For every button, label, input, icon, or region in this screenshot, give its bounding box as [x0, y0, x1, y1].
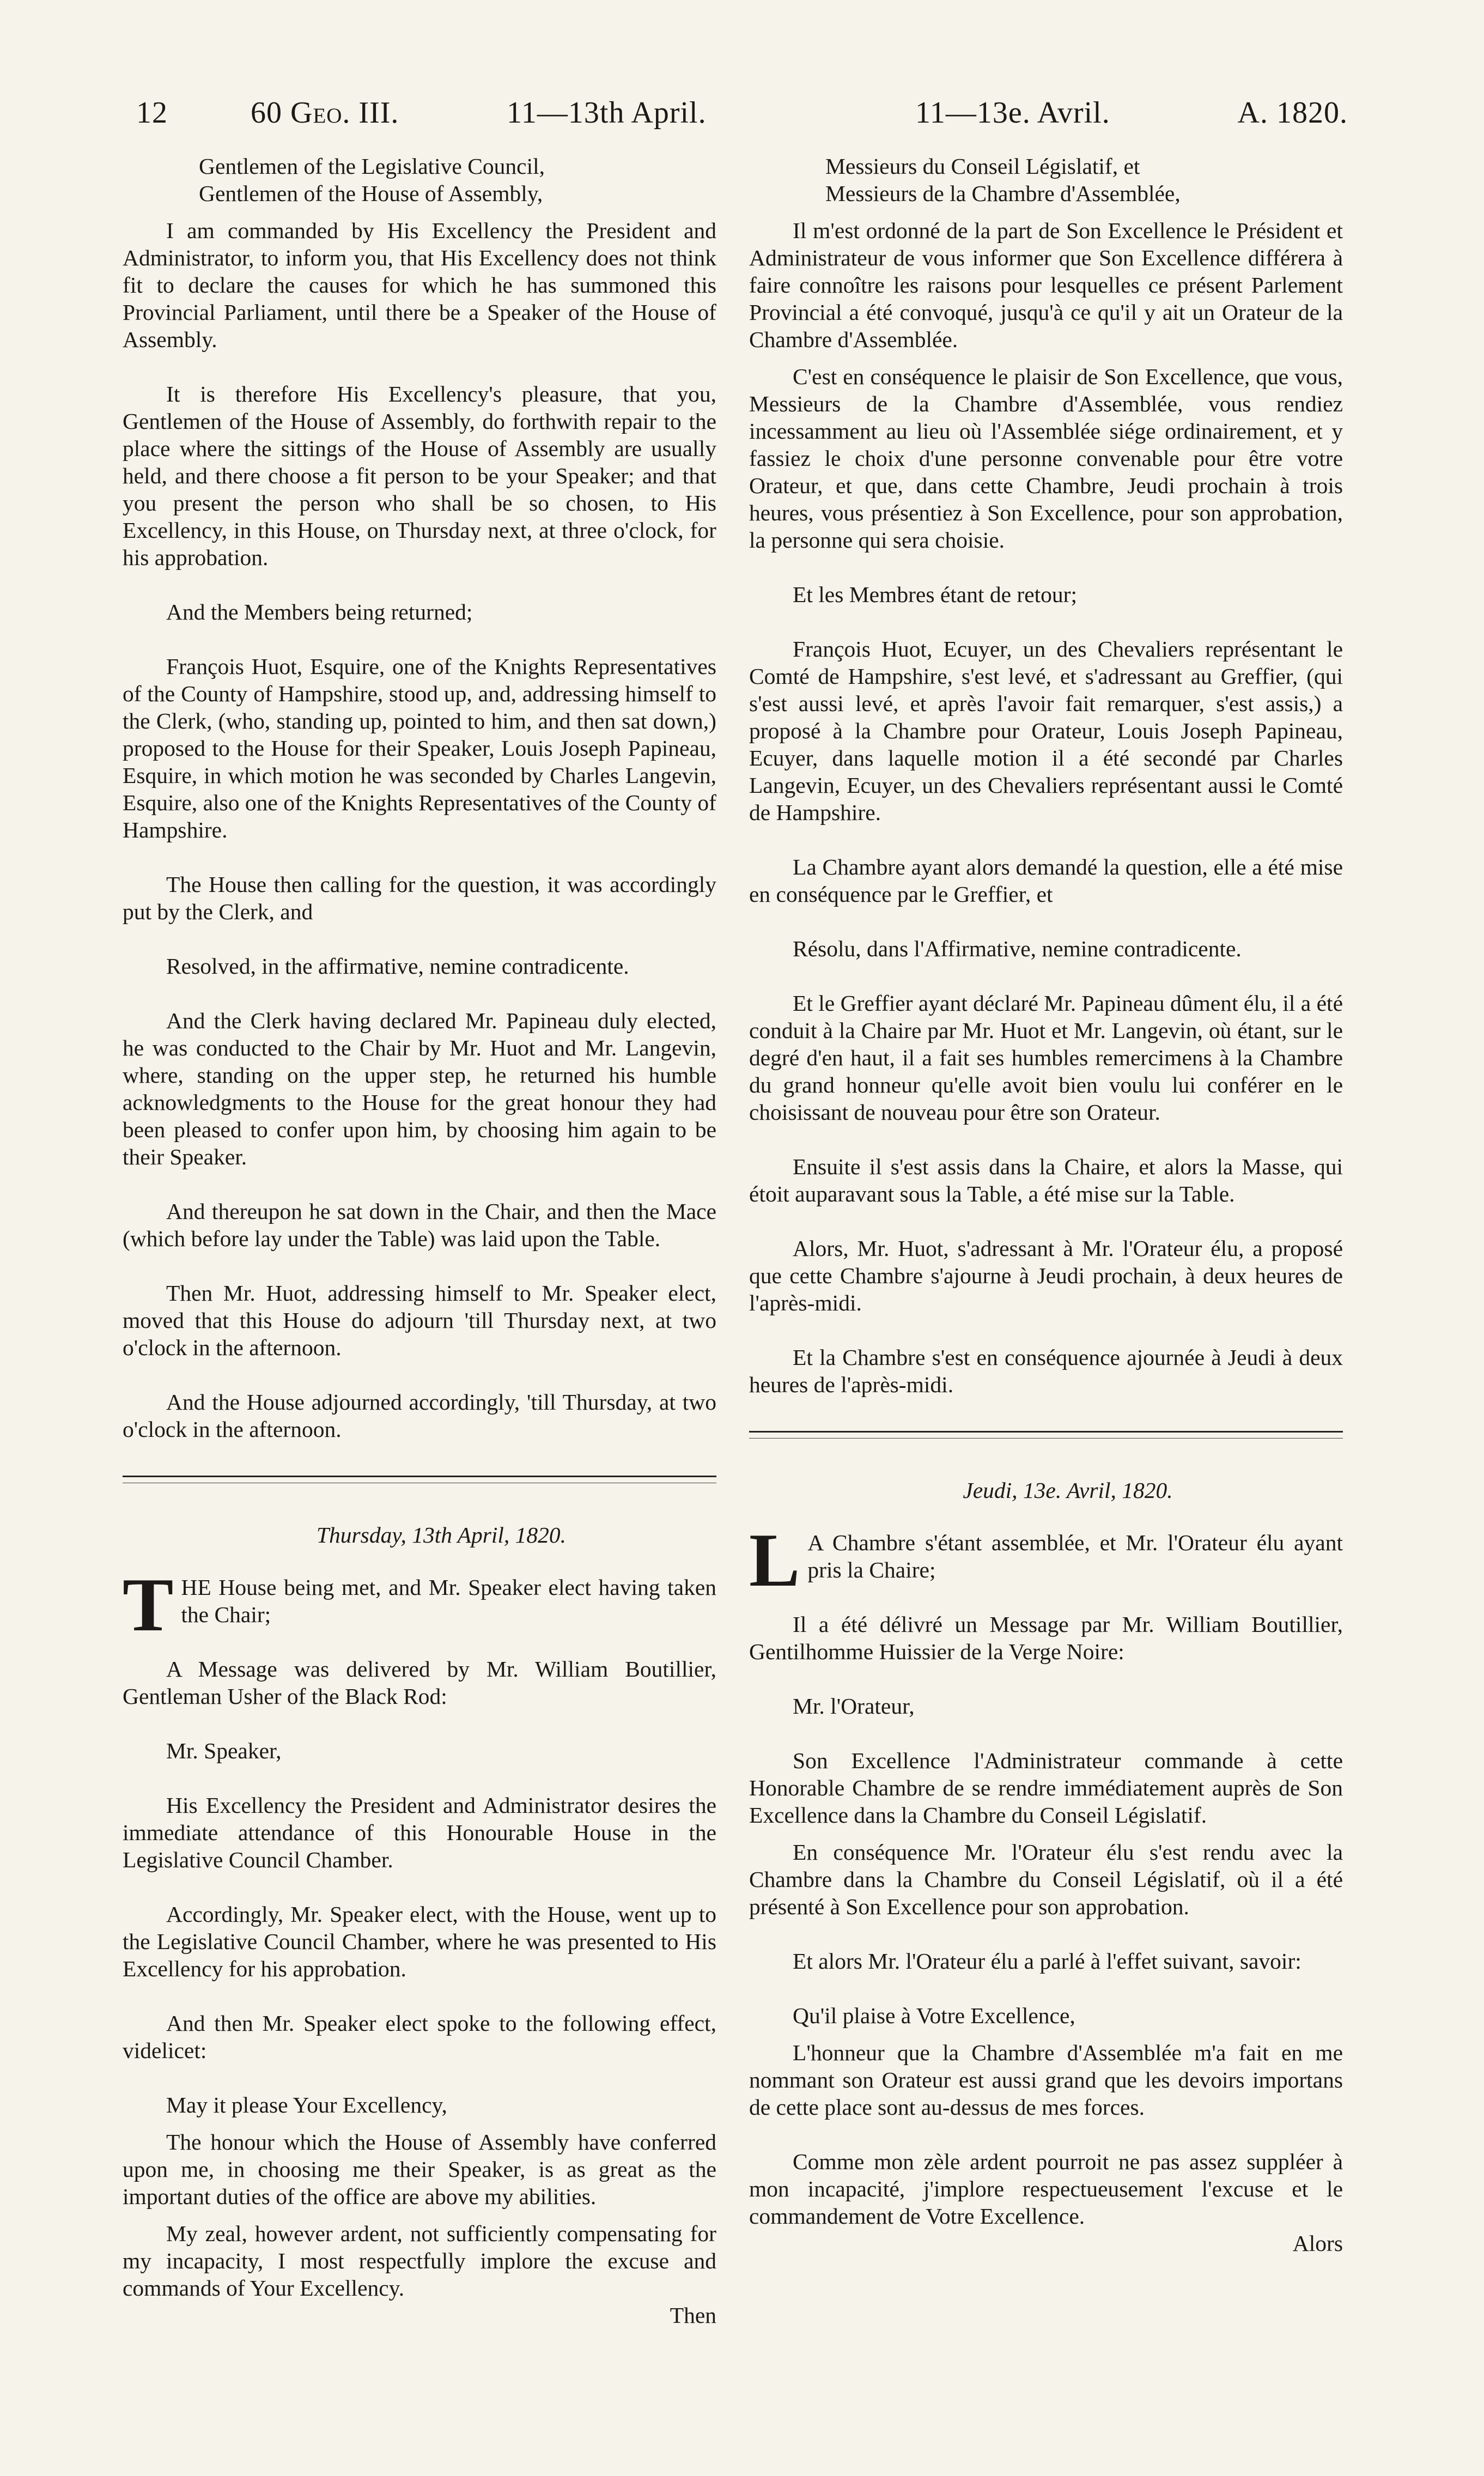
- paragraph: And then Mr. Speaker elect spoke to the following effect, videlicet:: [123, 2011, 716, 2063]
- section-divider: [749, 1431, 1343, 1439]
- paragraph: L'honneur que la Chambre d'Assemblée m'a fait en me nommant son Orateur est aussi grand que les devoirs importans de cette place sont au-dessus de mes forces.: [749, 2040, 1343, 2120]
- paragraph: His Excellency the President and Administrator desires the immediate attendance of this Honourable House in the Legislative Council Chamber.: [123, 1793, 716, 1872]
- paragraph: Il m'est ordonné de la part de Son Excellence le Président et Administrateur de vous informer que Son Excellence différera à faire connoître les raisons pour lesquelles ce présent Parlement Provincial a été convoqué, jusqu'à ce qu'il y ait un Orateur de la Chambre d'Assemblée.: [749, 218, 1343, 352]
- header-date-english: 11—13th April.: [507, 96, 707, 130]
- paragraph: François Huot, Ecuyer, un des Chevaliers représentant le Comté de Hampshire, s'est levé, et s'adressant au Greffier, (qui s'est aussi levé, et après l'avoir fait remarquer, s'est assis,) a proposé à la Chambre pour Orateur, Louis Joseph Papineau, Ecuyer, dans laquelle motion il a été secondé par Charles Langevin, Ecuyer, un des Chevaliers représentant aussi le Comté de Hampshire.: [749, 636, 1343, 825]
- french-column: [749, 153, 1343, 2257]
- paragraph: It is therefore His Excellency's pleasure, that you, Gentlemen of the House of Assembly, do forthwith repair to the place where the sittings of the House of Assembly are usually held, and there choose a fit person to be your Speaker; and that you present the person who shall be so chosen, to His Excellency, in this House, on Thursday next, at three o'clock, for his approbation.: [123, 381, 716, 570]
- paragraph: Then Mr. Huot, addressing himself to Mr. Speaker elect, moved that this House do adjourn 'till Thursday next, at two o'clock in the afternoon.: [123, 1281, 716, 1360]
- catchword: Then: [670, 2303, 716, 2328]
- header-anno: A. 1820.: [1237, 96, 1348, 130]
- paragraph: Il a été délivré un Message par Mr. William Boutillier, Gentilhomme Huissier de la Verge Noire:: [749, 1612, 1343, 1664]
- salutation-assembly: Messieurs de la Chambre d'Assemblée,: [825, 181, 1181, 206]
- paragraph: Et la Chambre s'est en conséquence ajournée à Jeudi à deux heures de l'après-midi.: [749, 1345, 1343, 1397]
- drop-cap: L: [749, 1518, 800, 1603]
- opening-paragraph: [749, 1518, 1343, 1603]
- paragraph: And the Members being returned;: [166, 599, 473, 624]
- salutation-assembly: Gentlemen of the House of Assembly,: [199, 181, 543, 206]
- opening-text: A Chambre s'étant assemblée, et Mr. l'Orateur élu ayant pris la Chaire;: [807, 1530, 1343, 1582]
- section-date: Thursday, 13th April, 1820.: [316, 1522, 567, 1548]
- page-number: 12: [136, 96, 168, 130]
- paragraph: Ensuite il s'est assis dans la Chaire, et alors la Masse, qui étoit auparavant sous la Table, a été mise sur la Table.: [749, 1154, 1343, 1206]
- section-date: Jeudi, 13e. Avril, 1820.: [963, 1478, 1173, 1503]
- resolution: Résolu, dans l'Affirmative, nemine contradicente.: [793, 936, 1242, 961]
- regnal-year: 60 Geo. III.: [251, 96, 399, 130]
- salutation-council: Gentlemen of the Legislative Council,: [199, 154, 545, 179]
- catchword: Alors: [1292, 2231, 1343, 2256]
- paragraph: And the Clerk having declared Mr. Papineau duly elected, he was conducted to the Chair by Mr. Huot and Mr. Langevin, where, standing on the upper step, he returned his humble acknowledgments to the House for the great honour they had been pleased to confer upon him, by choosing him again to be their Speaker.: [123, 1008, 716, 1169]
- paragraph: Accordingly, Mr. Speaker elect, with the House, went up to the Legislative Council Chamber, where he was presented to His Excellency for his approbation.: [123, 1902, 716, 1981]
- address: Mr. l'Orateur,: [793, 1694, 915, 1719]
- header-date-french: 11—13e. Avril.: [915, 96, 1110, 130]
- section-divider: [123, 1476, 716, 1483]
- paragraph: Et alors Mr. l'Orateur élu a parlé à l'effet suivant, savoir:: [793, 1949, 1301, 1974]
- english-column: [123, 153, 716, 2329]
- paragraph: C'est en conséquence le plaisir de Son Excellence, que vous, Messieurs de la Chambre d'Assemblée, vous rendiez incessamment au lieu où l'Assemblée siége ordinairement, et y fassiez le choix d'une personne convenable pour être votre Orateur, et que, dans cette Chambre, Jeudi prochain à trois heures, vous présentiez à Son Excellence, pour son approbation, la personne qui sera choisie.: [749, 364, 1343, 553]
- paragraph: The House then calling for the question, it was accordingly put by the Clerk, and: [123, 872, 716, 924]
- paragraph: The honour which the House of Assembly have conferred upon me, in choosing me their Speaker, is as great as the important duties of the office are above my abilities.: [123, 2129, 716, 2209]
- paragraph: La Chambre ayant alors demandé la question, elle a été mise en conséquence par le Greffier, et: [749, 854, 1343, 907]
- address: Mr. Speaker,: [166, 1738, 282, 1763]
- paragraph: François Huot, Esquire, one of the Knights Representatives of the County of Hampshire, stood up, and, addressing himself to the Clerk, (who, standing up, pointed to him, and then sat down,) proposed to the House for their Speaker, Louis Joseph Papineau, Esquire, in which motion he was seconded by Charles Langevin, Esquire, also one of the Knights Representatives of the County of Hampshire.: [123, 654, 716, 842]
- address: Qu'il plaise à Votre Excellence,: [793, 2003, 1075, 2028]
- paragraph: A Message was delivered by Mr. William Boutillier, Gentleman Usher of the Black Rod:: [123, 1656, 716, 1709]
- paragraph: And thereupon he sat down in the Chair, and then the Mace (which before lay under the Table) was laid upon the Table.: [123, 1199, 716, 1251]
- running-header: [136, 95, 1348, 144]
- paragraph: Alors, Mr. Huot, s'adressant à Mr. l'Orateur élu, a proposé que cette Chambre s'ajourne à Jeudi prochain, à deux heures de l'après-midi.: [749, 1236, 1343, 1315]
- paragraph: Son Excellence l'Administrateur commande à cette Honorable Chambre de se rendre immédiatement auprès de Son Excellence dans la Chambre du Conseil Législatif.: [749, 1748, 1343, 1828]
- address: May it please Your Excellency,: [166, 2092, 447, 2117]
- drop-cap: T: [123, 1563, 174, 1647]
- opening-paragraph: [123, 1563, 716, 1647]
- resolution: Resolved, in the affirmative, nemine contradicente.: [166, 954, 629, 979]
- paragraph: Comme mon zèle ardent pourroit ne pas assez suppléer à mon incapacité, j'implore respectueusement l'excuse et le commandement de Votre Excellence.: [749, 2149, 1343, 2229]
- paragraph: My zeal, however ardent, not sufficiently compensating for my incapacity, I most respectfully implore the excuse and commands of Your Excellency.: [123, 2221, 716, 2301]
- paragraph: Et le Greffier ayant déclaré Mr. Papineau dûment élu, il a été conduit à la Chaire par Mr. Huot et Mr. Langevin, où étant, sur le degré d'en haut, il a fait ses humbles remercimens à la Chambre du grand honneur qu'elle avoit bien voulu lui conférer en le choisissant de nouveau pour être son Orateur.: [749, 991, 1343, 1125]
- opening-text: HE House being met, and Mr. Speaker elect having taken the Chair;: [181, 1575, 716, 1627]
- paragraph: En conséquence Mr. l'Orateur élu s'est rendu avec la Chambre dans la Chambre du Conseil Législatif, où il a été présenté à Son Excellence pour son approbation.: [749, 1840, 1343, 1919]
- paragraph: I am commanded by His Excellency the President and Administrator, to inform you, that His Excellency does not think fit to declare the causes for which he has summoned this Provincial Parliament, until there be a Speaker of the House of Assembly.: [123, 218, 716, 352]
- paragraph: Et les Membres étant de retour;: [793, 582, 1078, 607]
- salutation-council: Messieurs du Conseil Législatif, et: [825, 154, 1140, 179]
- paragraph: And the House adjourned accordingly, 'till Thursday, at two o'clock in the afternoon.: [123, 1389, 716, 1442]
